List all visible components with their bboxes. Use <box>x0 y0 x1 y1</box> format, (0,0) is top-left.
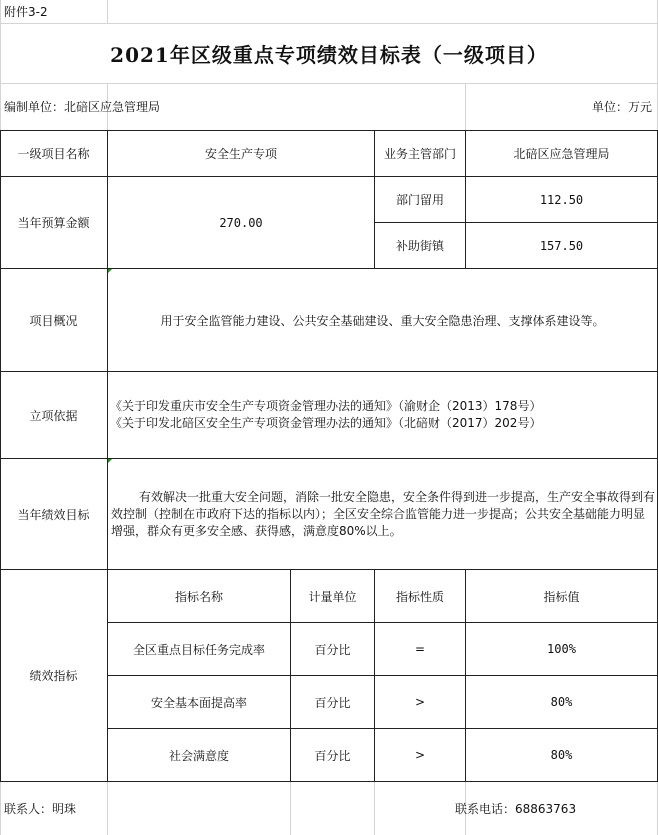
gridline <box>107 782 108 835</box>
indicator-header: 指标性质 <box>395 589 444 604</box>
indicator-name: 全区重点目标任务完成率 <box>132 642 265 657</box>
indicator-unit: 百分比 <box>314 642 351 657</box>
budget-item-value: 112.50 <box>539 192 584 207</box>
basis-label: 立项依据 <box>29 408 78 423</box>
gridline <box>0 83 658 84</box>
indicator-value: 80% <box>550 748 573 762</box>
indicator-header: 指标值 <box>543 589 580 604</box>
overview-text: 用于安全监管能力建设、公共安全基础建设、重大安全隐患治理、支撑体系建设等。 <box>160 313 605 328</box>
gridline <box>290 782 291 835</box>
basis-line: 《关于印发重庆市安全生产专项资金管理办法的通知》（渝财企（2013）178号） <box>110 399 542 413</box>
gridline <box>465 83 466 130</box>
budget-item-label: 补助街镇 <box>395 239 444 253</box>
currency-unit: 单位：万元 <box>591 100 652 114</box>
attachment-label: 附件3-2 <box>4 5 48 19</box>
dept-value: 北碚区应急管理局 <box>513 147 610 161</box>
indicator-header: 指标名称 <box>174 589 223 604</box>
project-name-label: 一级项目名称 <box>17 147 90 161</box>
budget-total: 270.00 <box>219 215 263 230</box>
goal-text: 有效解决一批重大安全问题，消除一批安全隐患，安全条件得到进一步提高，生产安全事故得到有效控制（控制在市政府下达的指标以内）；全区安全综合监管能力进一步提高；公共安全基础能力明显增强，群众有更多安全感、获得感，满意度80%以上。 <box>111 490 656 538</box>
budget-item-value: 157.50 <box>539 238 584 253</box>
table-border <box>0 781 658 782</box>
indicator-unit: 百分比 <box>314 748 351 763</box>
indicator-unit: 百分比 <box>314 695 351 710</box>
dept-label: 业务主管部门 <box>383 147 456 161</box>
budget-label: 当年预算金额 <box>17 216 90 230</box>
indicator-value: 80% <box>550 695 573 709</box>
indicator-name: 安全基本面提高率 <box>150 695 247 710</box>
compiler-unit: 编制单位：北碚区应急管理局 <box>4 100 161 114</box>
contact-phone: 联系电话：68863763 <box>455 802 577 816</box>
indicator-nature: = <box>414 642 426 656</box>
indicator-nature: > <box>414 695 426 709</box>
indicators-label: 绩效指标 <box>29 669 78 683</box>
basis-line: 《关于印发北碚区安全生产专项资金管理办法的通知》（北碚财（2017）202号） <box>110 416 542 430</box>
goal-label: 当年绩效目标 <box>17 507 90 522</box>
gridline <box>374 782 375 835</box>
indicator-value: 100% <box>547 642 576 656</box>
contact-person: 联系人：明珠 <box>4 802 77 816</box>
indicator-name: 社会满意度 <box>168 748 229 763</box>
indicator-header: 计量单位 <box>308 589 357 604</box>
gridline <box>107 0 108 23</box>
comment-marker-icon <box>108 459 112 463</box>
basis-text <box>110 398 655 432</box>
budget-item-label: 部门留用 <box>395 193 444 207</box>
page-title: 2021年区级重点专项绩效目标表（一级项目） <box>110 42 548 67</box>
overview-label: 项目概况 <box>29 313 78 328</box>
project-name-value: 安全生产专项 <box>204 147 277 161</box>
indicator-nature: > <box>414 748 426 762</box>
